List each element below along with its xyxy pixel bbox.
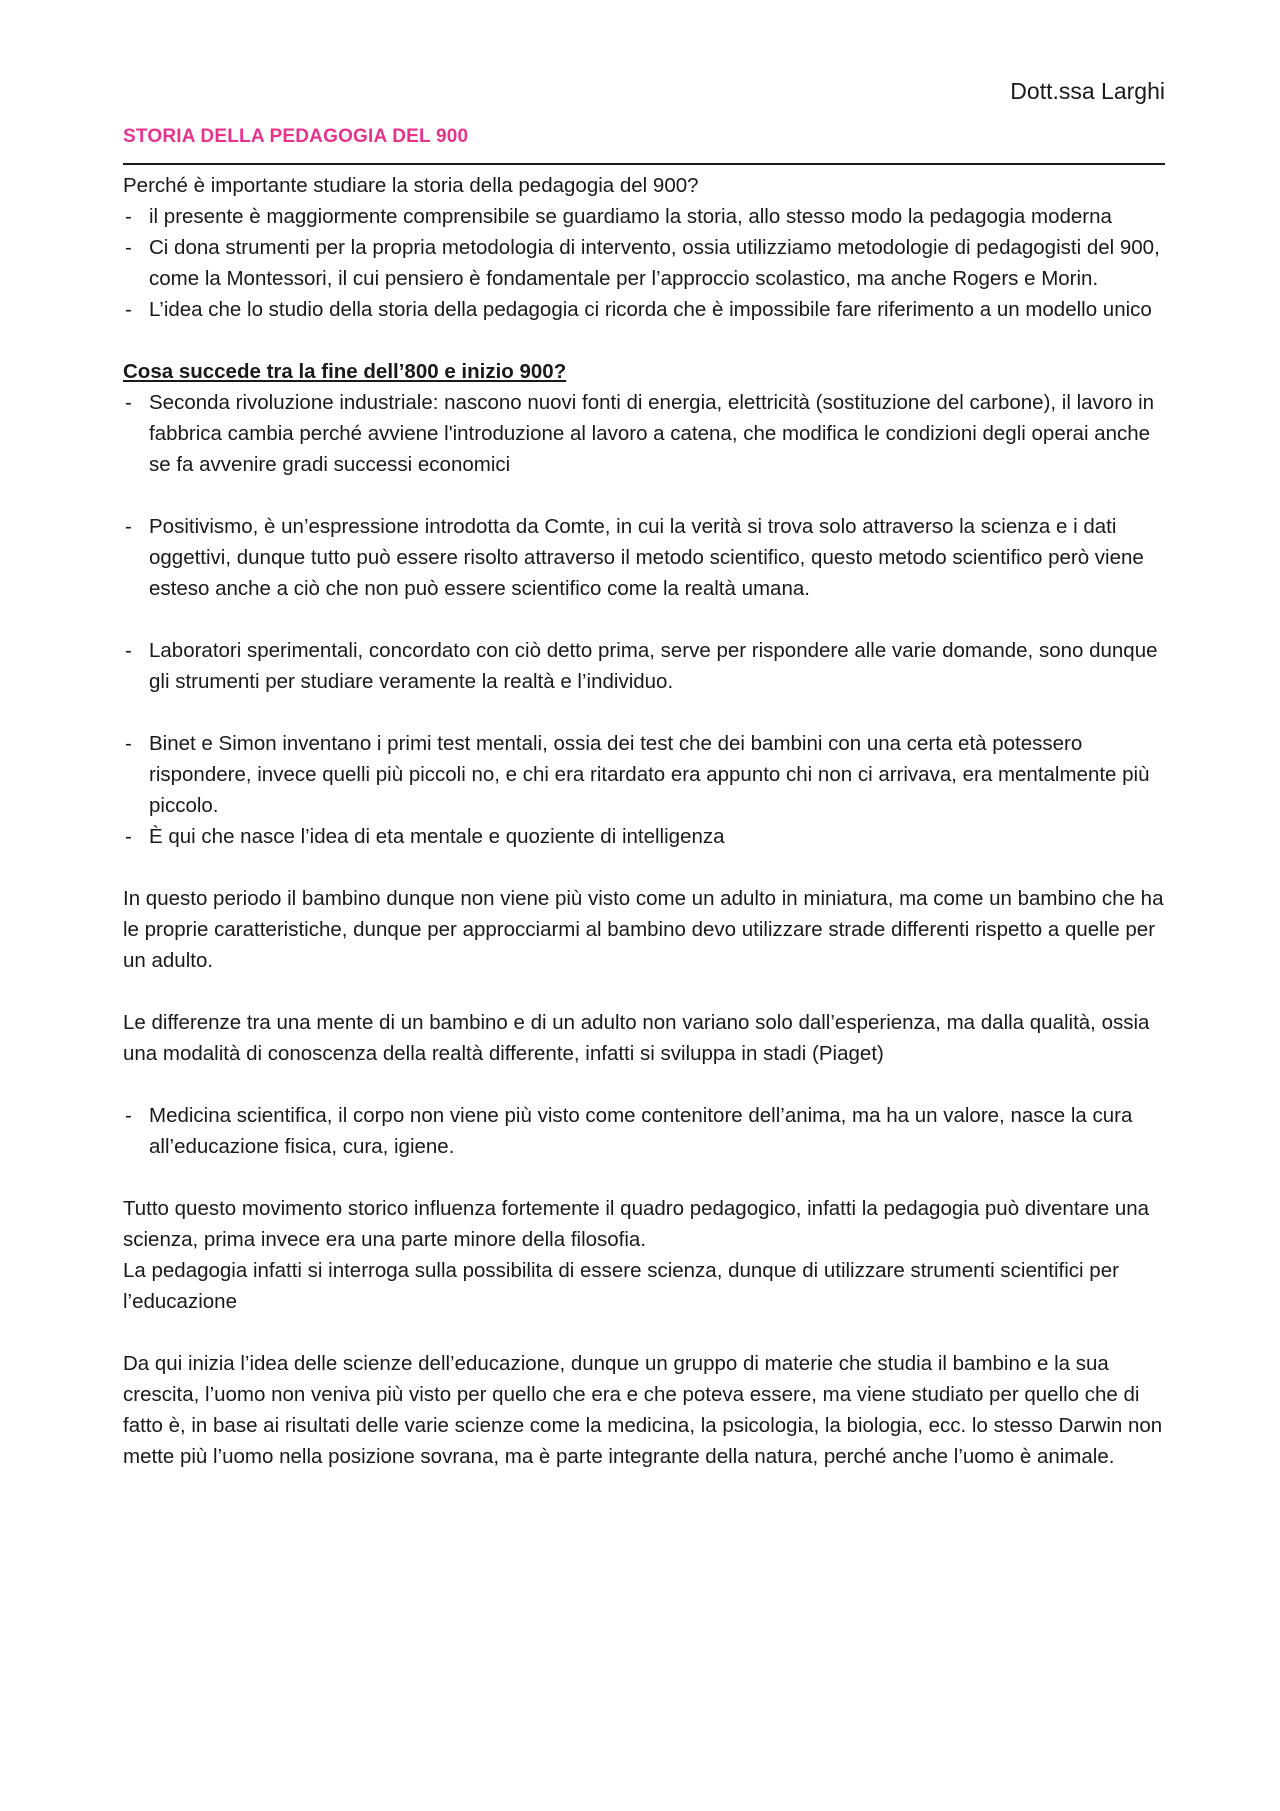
spacer [123, 697, 1165, 728]
document-body [123, 170, 1165, 1472]
section-heading: Cosa succede tra la fine dell’800 e inizio 900? [123, 360, 567, 383]
title-divider [123, 163, 1165, 165]
list-item: - Ci dona strumenti per la propria metodologia di intervento, ossia utilizziamo metodologie di pedagogisti del 900, come la Montessori, il cui pensiero è fondamentale per l’approccio scolastico, ma anche Rogers e Morin. [123, 232, 1165, 294]
spacer [123, 976, 1165, 1007]
paragraph-movement: Tutto questo movimento storico influenza fortemente il quadro pedagogico, infatti la pedagogia può diventare una scienza, prima invece era una parte minore della filosofia. [123, 1197, 1150, 1251]
spacer [123, 325, 1165, 356]
list-item: - Medicina scientifica, il corpo non viene più visto come contenitore dell’anima, ma ha un valore, nasce la cura all’educazione fisica, cura, igiene. [123, 1100, 1165, 1162]
paragraph-child-view: In questo periodo il bambino dunque non viene più visto come un adulto in miniatura, ma come un bambino che ha le proprie caratteristiche, dunque per approcciarmi al bambino devo utilizzare strade differenti rispetto a quelle per un adulto. [123, 887, 1164, 972]
spacer [123, 1317, 1165, 1348]
spacer [123, 1069, 1165, 1100]
list-item: - L’idea che lo studio della storia della pedagogia ci ricorda che è impossibile fare riferimento a un modello unico [123, 294, 1165, 325]
paragraph-pedagogy-science: La pedagogia infatti si interroga sulla possibilita di essere scienza, dunque di utilizzare strumenti scientifici per l’educazione [123, 1259, 1119, 1313]
intro-bullet-list [123, 201, 1165, 325]
spacer [123, 1162, 1165, 1193]
author-name: Dott.ssa Larghi [1010, 78, 1165, 104]
list-item: - il presente è maggiormente comprensibile se guardiamo la storia, allo stesso modo la pedagogia moderna [123, 201, 1165, 232]
paragraph-education-sciences: Da qui inizia l’idea delle scienze dell’educazione, dunque un gruppo di materie che studia il bambino e la sua crescita, l’uomo non veniva più visto per quello che era e che poteva essere, ma viene studiato per quello che di fatto è, in base ai risultati delle varie scienze come la medicina, la psicologia, la biologia, ecc. lo stesso Darwin non mette più l’uomo nella posizione sovrana, ma è parte integrante della natura, perché anche l’uomo è animale. [123, 1352, 1163, 1468]
list-item: - Seconda rivoluzione industriale: nascono nuovi fonti di energia, elettricità (sostituzione del carbone), il lavoro in fabbrica cambia perché avviene l'introduzione al lavoro a catena, che modifica le condizioni degli operai anche se fa avvenire gradi successi economici [123, 387, 1165, 480]
list-item: - Positivismo, è un’espressione introdotta da Comte, in cui la verità si trova solo attraverso la scienza e i dati oggettivi, dunque tutto può essere risolto attraverso il metodo scientifico, questo metodo scientifico però viene esteso anche a ciò che non può essere scientifico come la realtà umana. [123, 511, 1165, 604]
list-item: - Binet e Simon inventano i primi test mentali, ossia dei test che dei bambini con una certa età potessero rispondere, invece quelli più piccoli no, e chi era ritardato era appunto chi non ci arrivava, era mentalmente più piccolo. [123, 728, 1165, 821]
paragraph-differences: Le differenze tra una mente di un bambino e di un adulto non variano solo dall’esperienza, ma dalla qualità, ossia una modalità di conoscenza della realtà differente, infatti si sviluppa in stadi (Piaget) [123, 1011, 1150, 1065]
list-item: - È qui che nasce l’idea di eta mentale e quoziente di intelligenza [123, 821, 1165, 852]
spacer [123, 604, 1165, 635]
intro-question: Perché è importante studiare la storia della pedagogia del 900? [123, 174, 699, 197]
page-title: STORIA DELLA PEDAGOGIA DEL 900 [123, 126, 469, 147]
spacer [123, 480, 1165, 511]
list-item: - Laboratori sperimentali, concordato con ciò detto prima, serve per rispondere alle varie domande, sono dunque gli strumenti per studiare veramente la realtà e l’individuo. [123, 635, 1165, 697]
spacer [123, 852, 1165, 883]
